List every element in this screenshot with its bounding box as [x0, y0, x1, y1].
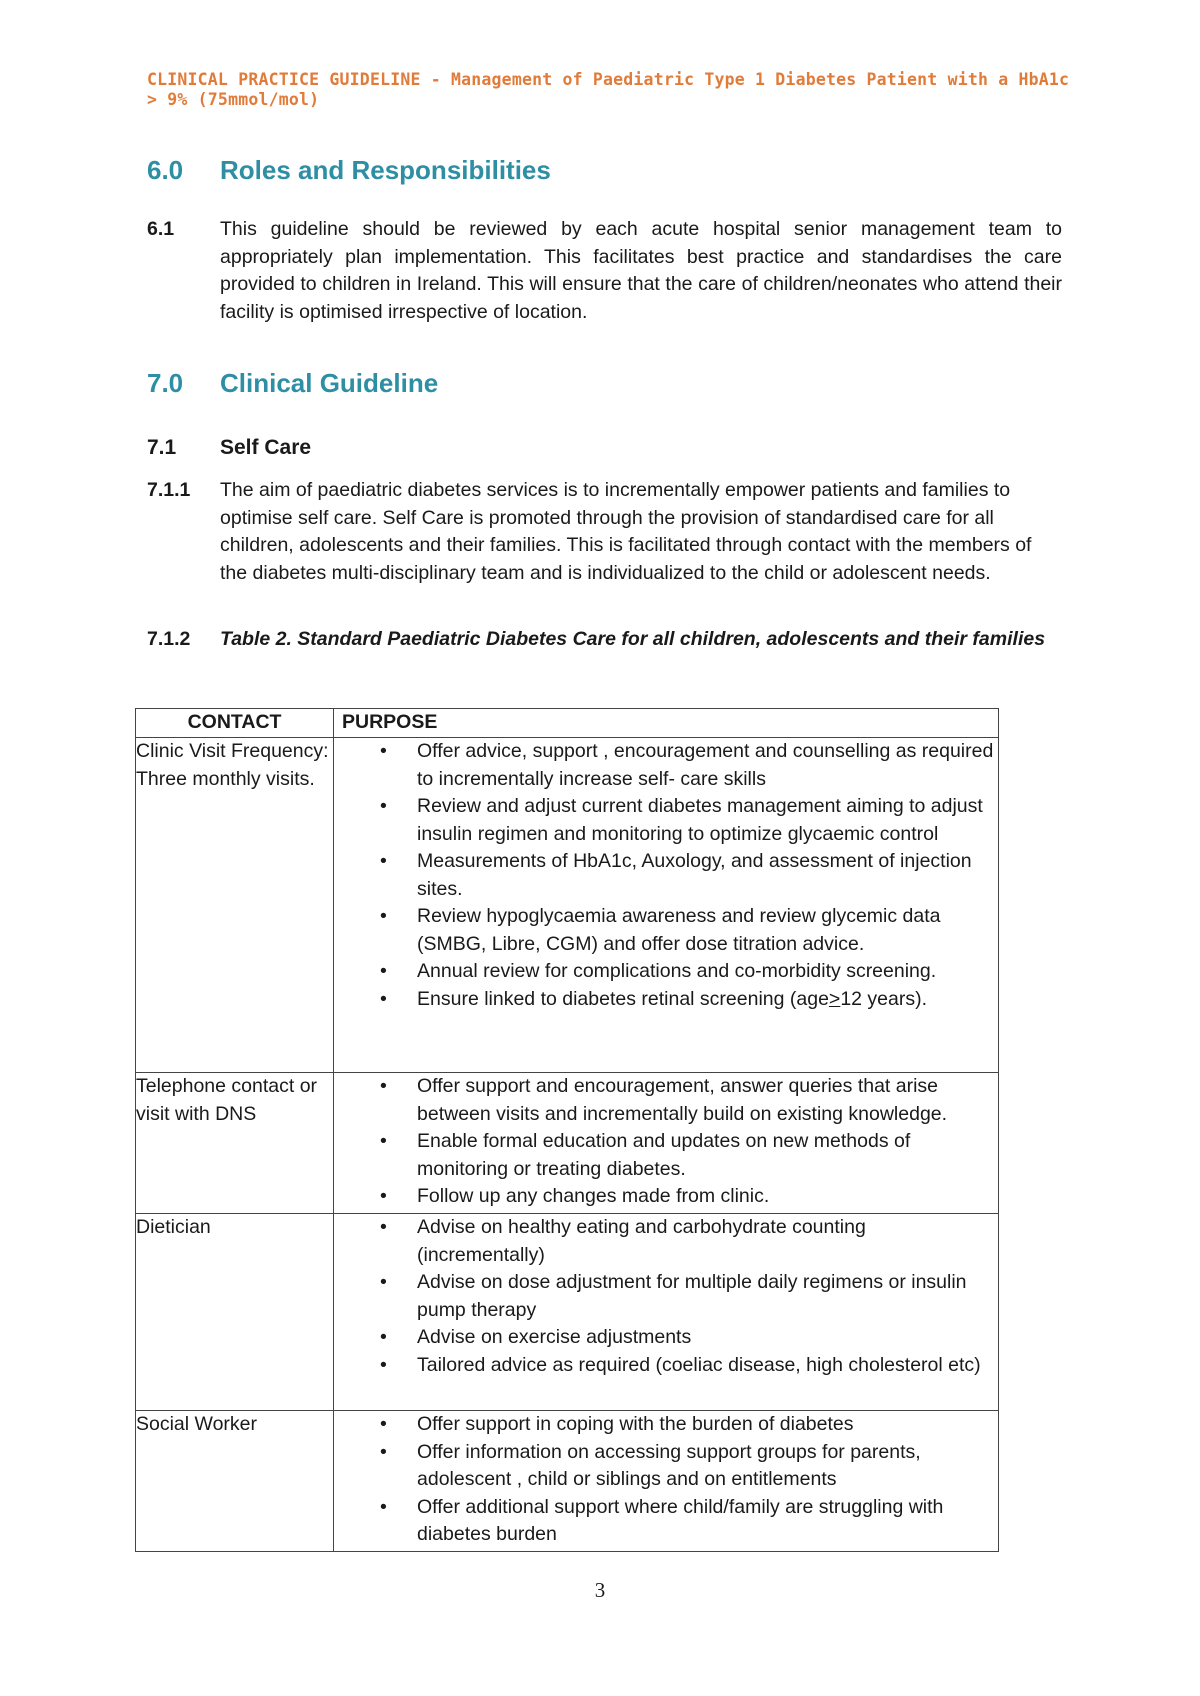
list-item: • Advise on dose adjustment for multiple daily regimens or insulin pump therapy	[334, 1269, 998, 1324]
list-item: • Follow up any changes made from clinic.	[334, 1183, 998, 1211]
table-row	[136, 1214, 999, 1411]
purpose-cell	[334, 1411, 999, 1552]
list-item: • Offer advice, support , encouragement and counselling as required to incrementally increase self- care skills	[334, 738, 998, 793]
care-table	[135, 708, 999, 1552]
paragraph-text: The aim of paediatric diabetes services is to incrementally empower patients and families to optimise self care. Self Care is promoted through the provision of standardised care for all children, adolescents and their families. This is facilitated through contact with the members of the diabetes multi-disciplinary team and is individualized to the child or adolescent needs.	[220, 479, 1032, 584]
list-item: • Advise on exercise adjustments	[334, 1324, 998, 1352]
greater-equal-symbol: >	[828, 987, 841, 1010]
section-title: Roles and Responsibilities	[220, 155, 551, 185]
list-item: • Offer support and encouragement, answer queries that arise between visits and incrementally build on existing knowledge.	[334, 1073, 998, 1128]
purpose-list	[334, 1073, 998, 1211]
table-row	[136, 738, 999, 1073]
contact-cell: Dietician	[136, 1214, 334, 1411]
table-header-row	[136, 709, 999, 738]
table-row	[136, 1073, 999, 1214]
purpose-cell	[334, 1214, 999, 1411]
paragraph-6-1	[147, 216, 1062, 326]
purpose-list	[334, 1214, 998, 1379]
contact-cell: Clinic Visit Frequency: Three monthly visits.	[136, 738, 334, 1073]
section-title: Clinical Guideline	[220, 368, 439, 398]
list-item: • Measurements of HbA1c, Auxology, and assessment of injection sites.	[334, 848, 998, 903]
purpose-cell	[334, 738, 999, 1073]
paragraph-number: 7.1.2	[147, 628, 191, 650]
page-number: 3	[594, 1578, 606, 1602]
list-item: • Offer information on accessing support groups for parents, adolescent , child or siblings and on entitlements	[334, 1439, 998, 1494]
paragraph-text: This guideline should be reviewed by each acute hospital senior management team to appropriately plan implementation. This facilitates best practice and standardises the care provided to children in Ireland. This will ensure that the care of children/neonates who attend their facility is optimised irrespective of location.	[220, 218, 1062, 323]
section-number: 7.0	[147, 368, 184, 398]
running-header: CLINICAL PRACTICE GUIDELINE - Management of Paediatric Type 1 Diabetes Patient with a HbA1c > 9% (75mmol/mol)	[147, 70, 1070, 109]
list-item-text: 12 years).	[840, 987, 928, 1010]
paragraph-number: 7.1.1	[147, 479, 191, 501]
subsection-title: Self Care	[220, 436, 312, 459]
list-item: • Enable formal education and updates on new methods of monitoring or treating diabetes.	[334, 1128, 998, 1183]
list-item	[334, 986, 998, 1014]
list-item-text: Ensure linked to diabetes retinal screening (age	[417, 987, 829, 1010]
section-number: 6.0	[147, 155, 184, 185]
purpose-list	[334, 1411, 998, 1549]
paragraph-number: 6.1	[147, 218, 175, 240]
list-item: • Offer support in coping with the burden of diabetes	[334, 1411, 998, 1439]
column-header-contact: CONTACT	[136, 709, 334, 738]
contact-cell: Social Worker	[136, 1411, 334, 1552]
purpose-cell	[334, 1073, 999, 1214]
column-header-purpose: PURPOSE	[334, 709, 999, 738]
table-caption-text: Table 2. Standard Paediatric Diabetes Care for all children, adolescents and their families	[220, 628, 1046, 650]
list-item: • Annual review for complications and co-morbidity screening.	[334, 958, 998, 986]
list-item: • Review hypoglycaemia awareness and review glycemic data (SMBG, Libre, CGM) and offer dose titration advice.	[334, 903, 998, 958]
paragraph-7-1-1	[147, 477, 1062, 587]
list-item: • Review and adjust current diabetes management aiming to adjust insulin regimen and monitoring to optimize glycaemic control	[334, 793, 998, 848]
contact-cell: Telephone contact or visit with DNS	[136, 1073, 334, 1214]
purpose-list	[334, 738, 998, 1013]
list-item: • Tailored advice as required (coeliac disease, high cholesterol etc)	[334, 1352, 998, 1380]
table-row	[136, 1411, 999, 1552]
subsection-number: 7.1	[147, 436, 177, 459]
list-item: • Offer additional support where child/family are struggling with diabetes burden	[334, 1494, 998, 1549]
list-item: • Advise on healthy eating and carbohydrate counting (incrementally)	[334, 1214, 998, 1269]
